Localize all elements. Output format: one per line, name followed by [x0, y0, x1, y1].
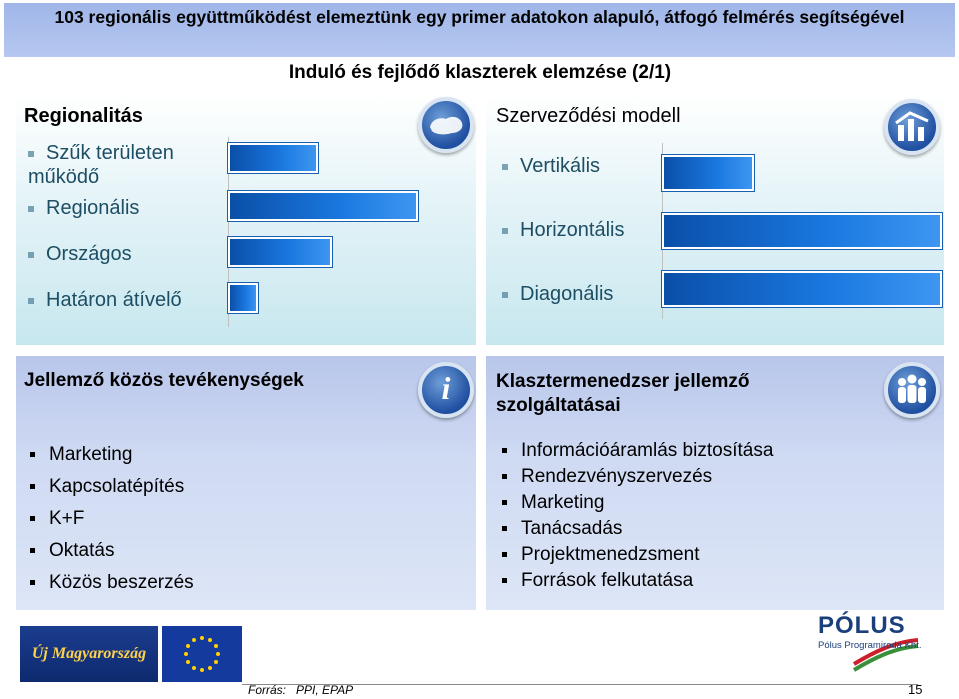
szolgaltatas-item: Marketing [502, 492, 604, 514]
szolgaltatasok-title-line1: Klasztermenedzser jellemző [496, 371, 750, 392]
bullet-icon [30, 580, 35, 585]
eu-stars-icon [162, 626, 242, 682]
szolgaltatas-item: Források felkutatása [502, 570, 693, 592]
source-note: Forrás: PPI, EPAP [248, 683, 354, 697]
chart-bar [228, 237, 332, 267]
bullet-icon [502, 228, 508, 234]
bullet-icon [502, 474, 507, 479]
chart-bar [228, 191, 418, 221]
bullet-icon [28, 298, 34, 304]
polus-name: PÓLUS [818, 612, 906, 639]
szervezodes-item: Horizontális [502, 219, 624, 242]
szervezodes-title: Szerveződési modell [496, 105, 681, 127]
tevekenysegek-title: Jellemző közös tevékenységek [24, 370, 304, 391]
bullet-icon [502, 500, 507, 505]
bullet-icon [502, 164, 508, 170]
page-number: 15 [908, 682, 923, 697]
tevekenyseg-item: Közös beszerzés [30, 572, 194, 594]
bullet-icon [28, 206, 34, 212]
tevekenyseg-item: K+F [30, 508, 84, 530]
bullet-icon [28, 151, 34, 157]
bullet-icon [502, 448, 507, 453]
szolgaltatasok-title-line2: szolgáltatásai [496, 395, 621, 416]
tevekenyseg-item: Oktatás [30, 540, 114, 562]
regionalitas-item: Határon átívelő [28, 289, 182, 312]
chart-bar [662, 271, 942, 307]
tevekenyseg-item: Kapcsolatépítés [30, 476, 184, 498]
bullet-icon [28, 252, 34, 258]
regionalitas-title: Regionalitás [24, 105, 143, 127]
regionalitas-item: Regionális [28, 197, 139, 220]
szolgaltatas-item: Rendezvényszervezés [502, 466, 712, 488]
szolgaltatas-item: Projektmenedzsment [502, 544, 699, 566]
chart-bar [662, 155, 754, 191]
page-subtitle: Induló és fejlődő klaszterek elemzése (2/1) [288, 62, 672, 83]
szolgaltatasok-title [496, 370, 749, 418]
regionalitas-item: Szűk területen működő [28, 142, 174, 188]
info-icon: i [418, 362, 474, 418]
uj-magyarorszag-logo: Új Magyarország [20, 626, 158, 682]
bullet-icon [30, 548, 35, 553]
szervezodes-item: Vertikális [502, 155, 600, 178]
szolgaltatas-item: Tanácsadás [502, 518, 622, 540]
regionalitas-panel [16, 95, 476, 345]
bullet-icon [502, 292, 508, 298]
bullet-icon [502, 526, 507, 531]
eu-flag-logo [162, 626, 242, 682]
bullet-icon [30, 484, 35, 489]
tevekenyseg-item: Marketing [30, 444, 132, 466]
szervezodes-item: Diagonális [502, 283, 613, 306]
building-chart-icon [884, 99, 940, 155]
bullet-icon [502, 552, 507, 557]
page-title: 103 regionális együttműködést elemeztünk egy primer adatokon alapuló, átfogó felmérés segítségével [4, 3, 955, 57]
tevekenysegek-panel [16, 356, 476, 610]
chart-bar [228, 143, 318, 173]
polus-subtitle: Pólus Programiroda Kht. [818, 640, 922, 651]
regionalitas-item: Országos [28, 243, 132, 266]
chart-bar [228, 283, 258, 313]
polus-logo [814, 612, 924, 682]
bullet-icon [30, 516, 35, 521]
szolgaltatas-item: Információáramlás biztosítása [502, 440, 773, 462]
bullet-icon [502, 578, 507, 583]
szervezodes-panel [486, 95, 944, 345]
map-icon [418, 97, 474, 153]
szolgaltatasok-panel [486, 356, 944, 610]
people-group-icon [884, 362, 940, 418]
bullet-icon [30, 452, 35, 457]
chart-bar [662, 213, 942, 249]
